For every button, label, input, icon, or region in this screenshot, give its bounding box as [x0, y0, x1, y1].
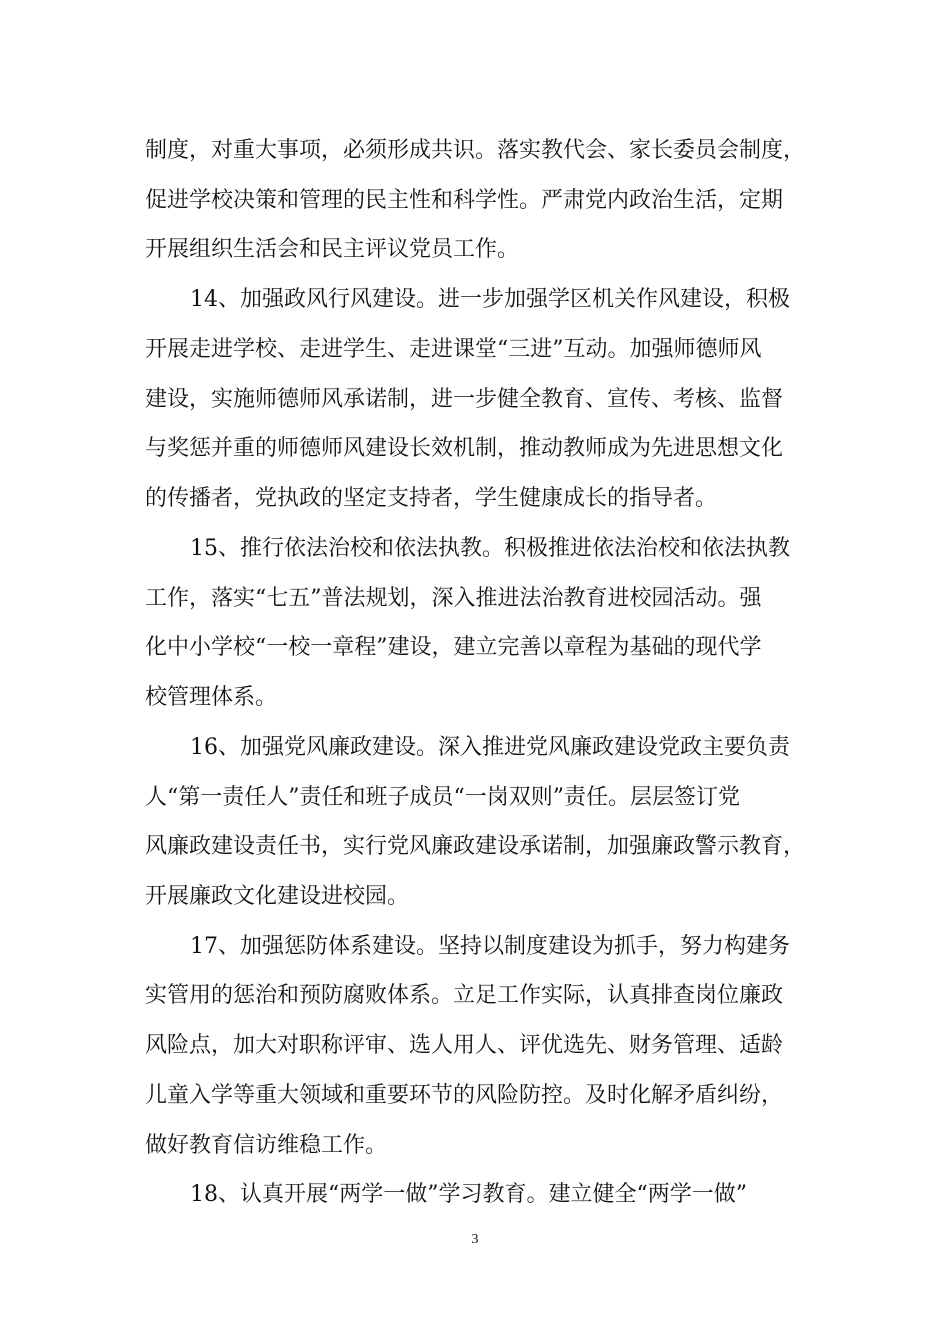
paragraph-line: 开展走进学校、走进学生、走进课堂“三进”互动。加强师德师风	[145, 337, 762, 362]
paragraph-line: 促进学校决策和管理的民主性和科学性。严肃党内政治生活，定期	[145, 188, 784, 213]
paragraph-line: 18、认真开展“两学一做”学习教育。建立健全“两学一做”	[190, 1182, 747, 1207]
paragraph-line: 14、加强政风行风建设。进一步加强学区机关作风建设，积极	[190, 287, 790, 312]
paragraph-line: 开展组织生活会和民主评议党员工作。	[145, 237, 520, 262]
paragraph-line: 风险点，加大对职称评审、选人用人、评优选先、财务管理、适龄	[145, 1033, 784, 1058]
paragraph-line: 与奖惩并重的师德师风建设长效机制，推动教师成为先进思想文化	[145, 436, 784, 461]
page-number: 3	[471, 1232, 479, 1247]
paragraph-line: 校管理体系。	[145, 685, 278, 710]
paragraph-line: 人“第一责任人”责任和班子成员“一岗双则”责任。层层签订党	[145, 785, 740, 810]
paragraph-line: 16、加强党风廉政建设。深入推进党风廉政建设党政主要负责	[190, 735, 790, 760]
paragraph-line: 制度，对重大事项，必须形成共识。落实教代会、家长委员会制度，	[145, 138, 806, 163]
paragraph-line: 开展廉政文化建设进校园。	[145, 884, 410, 909]
paragraph-line: 的传播者，党执政的坚定支持者，学生健康成长的指导者。	[145, 486, 718, 511]
paragraph-line: 工作，落实“七五”普法规划，深入推进法治教育进校园活动。强	[145, 586, 762, 611]
paragraph-line: 儿童入学等重大领域和重要环节的风险防控。及时化解矛盾纠纷，	[145, 1083, 784, 1108]
paragraph-line: 实管用的惩治和预防腐败体系。立足工作实际，认真排查岗位廉政	[145, 983, 784, 1008]
paragraph-line: 15、推行依法治校和依法执教。积极推进依法治校和依法执教	[190, 536, 790, 561]
paragraph-line: 做好教育信访维稳工作。	[145, 1133, 388, 1158]
paragraph-line: 化中小学校“一校一章程”建设，建立完善以章程为基础的现代学	[145, 635, 762, 660]
paragraph-line: 17、加强惩防体系建设。坚持以制度建设为抓手，努力构建务	[190, 934, 790, 959]
paragraph-line: 风廉政建设责任书，实行党风廉政建设承诺制，加强廉政警示教育，	[145, 834, 806, 859]
paragraph-line: 建设，实施师德师风承诺制，进一步健全教育、宣传、考核、监督	[145, 387, 784, 412]
